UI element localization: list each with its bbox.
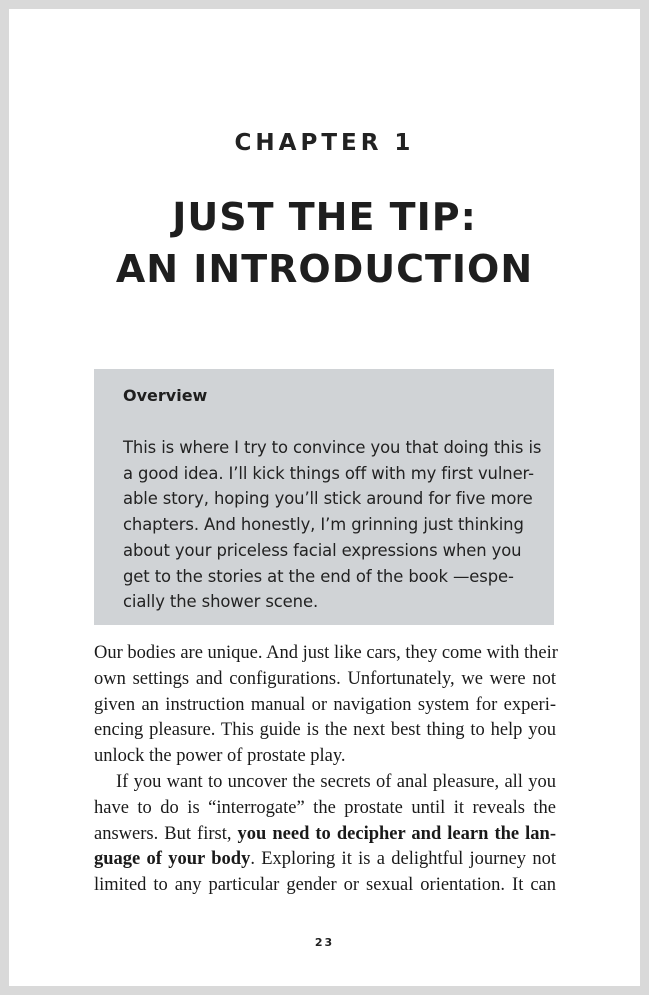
overview-line: cially the shower scene. [123, 592, 319, 612]
body-line: given an instruction manual or navigation system for experi- [94, 694, 556, 715]
body-line: unlock the power of prostate play. [94, 746, 346, 767]
overview-line: able story, hoping you’ll stick around for five more [123, 489, 533, 509]
body-line: If you want to uncover the secrets of anal pleasure, all you [116, 771, 556, 792]
overview-line: about your priceless facial expressions when you [123, 540, 522, 560]
body-line [94, 822, 556, 848]
body-line: limited to any particular gender or sexual orientation. It can [94, 875, 556, 896]
overview-line: get to the stories at the end of the book —espe- [123, 566, 514, 586]
chapter-label: CHAPTER 1 [234, 130, 415, 156]
chapter-title-line: JUST THE TIP: [172, 195, 477, 239]
body-line: encing pleasure. This guide is the next best thing to help you [94, 720, 556, 741]
overview-text [123, 435, 542, 615]
body-text-run: . Exploring it is a delightful journey not [250, 849, 557, 870]
body-bold-run: guage of your body [94, 849, 251, 870]
book-page [9, 9, 640, 986]
body-line: Our bodies are unique. And just like cars, they come with their [94, 643, 558, 663]
body-line: have to do is “interrogate” the prostate until it reveals the [94, 797, 556, 818]
page-number: 23 [314, 936, 335, 949]
body-text-run: answers. But first, [94, 823, 238, 844]
body-text [94, 641, 556, 899]
overview-box [94, 369, 554, 625]
overview-line: a good idea. I’ll kick things off with my first vulner- [123, 463, 534, 483]
body-line: own settings and configurations. Unfortunately, we were not [94, 668, 556, 689]
overview-line: chapters. And honestly, I’m grinning just thinking [123, 515, 524, 535]
body-line [94, 847, 556, 873]
chapter-title-line: AN INTRODUCTION [115, 247, 534, 291]
overview-line: This is where I try to convince you that doing this is [123, 438, 542, 457]
body-bold-run: you need to decipher and learn the lan- [237, 823, 556, 844]
chapter-title [9, 191, 640, 295]
overview-heading: Overview [123, 386, 208, 405]
